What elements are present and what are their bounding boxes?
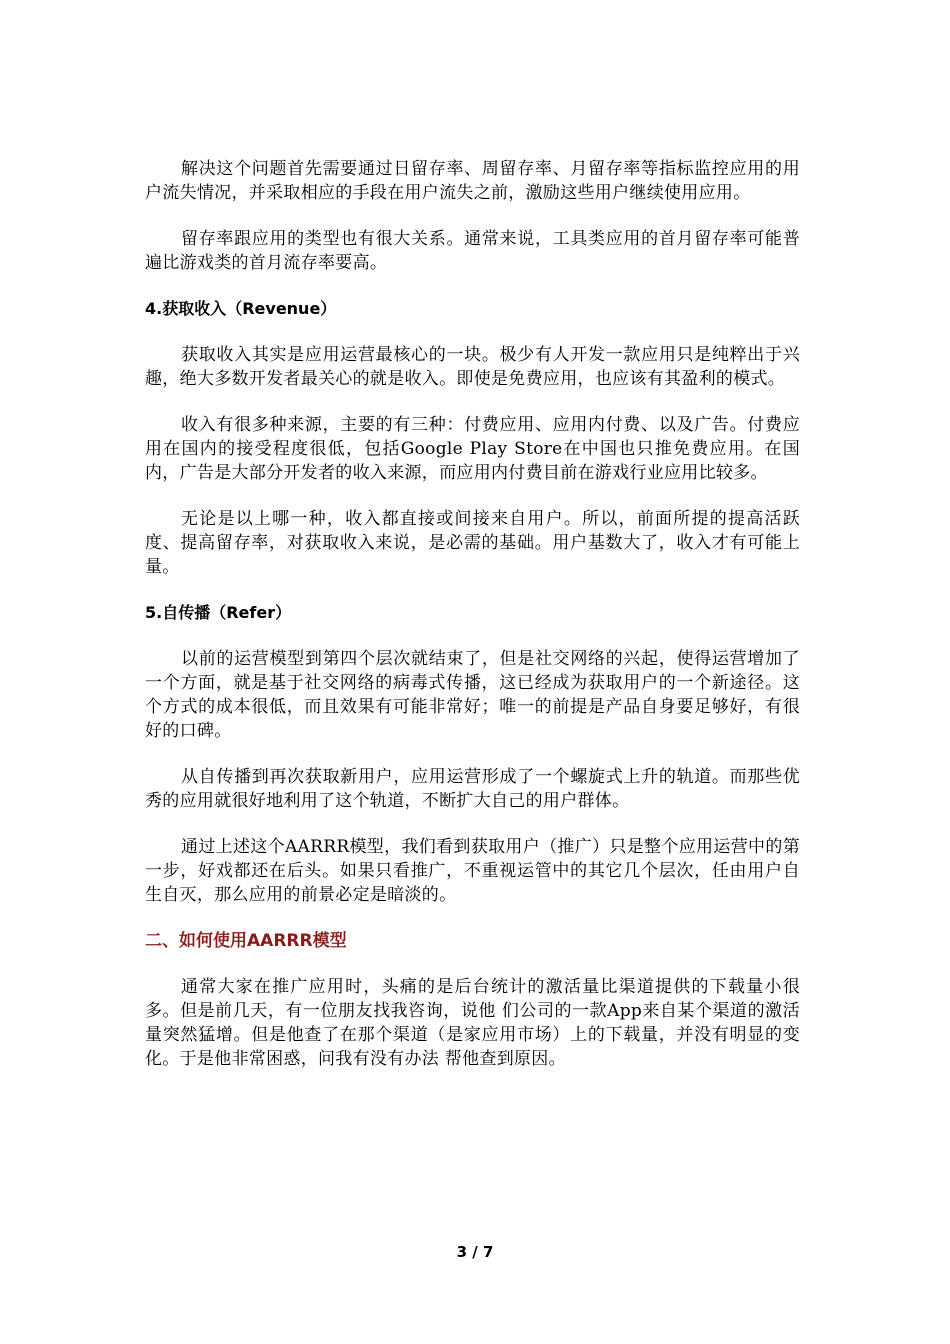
paragraph-activation-case: 通常大家在推广应用时，头痛的是后台统计的激活量比渠道提供的下载量小很多。但是前几天，有一位朋友找我咨询，说他 们公司的一款App来自某个渠道的激活量突然猛增。但是他查了在那个渠道（是家应用市场）上的下载量，并没有明显的变化。于是他非常困惑，问我有没有办法 帮他查到原因。 (145, 977, 800, 1069)
heading-revenue: 4.获取收入（Revenue） (145, 299, 337, 318)
paragraph-retention-type: 留存率跟应用的类型也有很大关系。通常来说，工具类应用的首月留存率可能普遍比游戏类的首月流存率要高。 (145, 229, 800, 273)
paragraph-revenue-core: 获取收入其实是应用运营最核心的一块。极少有人开发一款应用只是纯粹出于兴趣，绝大多数开发者最关心的就是收入。即使是免费应用，也应该有其盈利的模式。 (145, 345, 800, 389)
heading-section-how-to-use: 二、如何使用AARRR模型 (145, 931, 347, 951)
paragraph-revenue-sources: 收入有很多种来源，主要的有三种：付费应用、应用内付费、以及广告。付费应用在国内的接受程度很低，包括Google Play Store在中国也只推免费应用。在国内，广告是大部分开发者的收入来源，而应用内付费目前在游戏行业应用比较多。 (145, 415, 800, 483)
paragraph-refer-spiral: 从自传播到再次获取新用户，应用运营形成了一个螺旋式上升的轨道。而那些优秀的应用就很好地利用了这个轨道，不断扩大自己的用户群体。 (145, 767, 800, 811)
document-body (145, 157, 800, 1093)
paragraph-retention-monitoring: 解决这个问题首先需要通过日留存率、周留存率、月留存率等指标监控应用的用户流失情况，并采取相应的手段在用户流失之前，激励这些用户继续使用应用。 (145, 159, 800, 203)
heading-refer: 5.自传播（Refer） (145, 603, 292, 622)
paragraph-aarrr-summary: 通过上述这个AARRR模型，我们看到获取用户（推广）只是整个应用运营中的第一步，好戏都还在后头。如果只看推广，不重视运管中的其它几个层次，任由用户自生自灭，那么应用的前景必定是暗淡的。 (145, 837, 800, 905)
paragraph-refer-social: 以前的运营模型到第四个层次就结束了，但是社交网络的兴起，使得运营增加了一个方面，就是基于社交网络的病毒式传播，这已经成为获取用户的一个新途径。这个方式的成本很低，而且效果有可能非常好；唯一的前提是产品自身要足够好，有很好的口碑。 (145, 649, 800, 741)
page-number: 3 / 7 (456, 1243, 494, 1261)
paragraph-revenue-users: 无论是以上哪一种，收入都直接或间接来自用户。所以，前面所提的提高活跃度、提高留存率，对获取收入来说，是必需的基础。用户基数大了，收入才有可能上量。 (145, 509, 800, 577)
